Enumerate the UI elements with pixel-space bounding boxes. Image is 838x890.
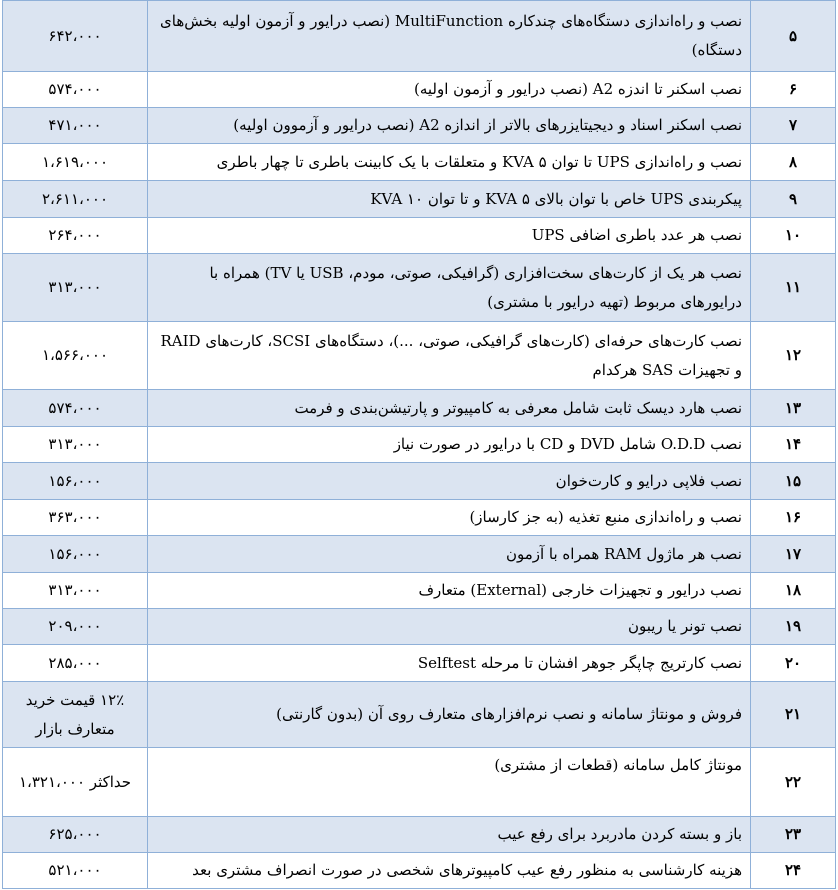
row-number: ۵	[751, 1, 836, 72]
row-number: ۱۲	[751, 322, 836, 390]
service-price-table	[2, 0, 836, 889]
row-number: ۲۰	[751, 645, 836, 682]
table-row	[3, 254, 836, 322]
table-row	[3, 108, 836, 144]
service-description: پیکربندی UPS خاص با توان بالای KVA ۵ و تا توان KVA ۱۰	[148, 181, 751, 218]
service-description: نصب فلاپی درایو و کارت‌خوان	[148, 463, 751, 500]
service-description: نصب و راه‌اندازی UPS تا توان KVA ۵ و متعلقات با یک کابینت باطری تا چهار باطری	[148, 144, 751, 181]
table-row	[3, 72, 836, 108]
service-price: ۶۴۲،۰۰۰	[3, 1, 148, 72]
table-row	[3, 573, 836, 609]
row-number: ۱۰	[751, 218, 836, 254]
row-number: ۸	[751, 144, 836, 181]
service-description: نصب هر یک از کارت‌های سخت‌افزاری (گرافیکی، صوتی، مودم، USB یا TV) همراه با درایورهای مربوط (تهیه درایور با مشتری)	[148, 254, 751, 322]
service-price: ۱۵۶،۰۰۰	[3, 463, 148, 500]
row-number: ۲۳	[751, 817, 836, 853]
service-price: ۲۸۵،۰۰۰	[3, 645, 148, 682]
row-number: ۹	[751, 181, 836, 218]
service-price: ۲،۶۱۱،۰۰۰	[3, 181, 148, 218]
row-number: ۶	[751, 72, 836, 108]
service-description: نصب هر ماژول RAM همراه با آزمون	[148, 536, 751, 573]
service-description: نصب هر عدد باطری اضافی UPS	[148, 218, 751, 254]
table-row	[3, 817, 836, 853]
service-price: ۶۲۵،۰۰۰	[3, 817, 148, 853]
service-description: هزینه کارشناسی به منظور رفع عیب کامپیوترهای شخصی در صورت انصراف مشتری بعد	[148, 853, 751, 889]
service-description: نصب درایور و تجهیزات خارجی (External) متعارف	[148, 573, 751, 609]
service-price: ۲۰۹،۰۰۰	[3, 609, 148, 645]
row-number: ۷	[751, 108, 836, 144]
service-price: ۳۱۳،۰۰۰	[3, 573, 148, 609]
table-row	[3, 181, 836, 218]
service-price: ۴۷۱،۰۰۰	[3, 108, 148, 144]
service-price: حداکثر ۱،۳۲۱،۰۰۰	[3, 748, 148, 817]
service-price: ۳۱۳،۰۰۰	[3, 427, 148, 463]
service-price: ۳۶۳،۰۰۰	[3, 500, 148, 536]
table-row	[3, 682, 836, 748]
row-number: ۱۵	[751, 463, 836, 500]
table-row	[3, 536, 836, 573]
table-row	[3, 463, 836, 500]
table-row	[3, 609, 836, 645]
table-row	[3, 144, 836, 181]
row-number: ۱۴	[751, 427, 836, 463]
table-row	[3, 427, 836, 463]
service-description: نصب و راه‌اندازی دستگاه‌های چندکاره MultiFunction (نصب درایور و آزمون اولیه بخش‌های دستگاه)	[148, 1, 751, 72]
service-description: باز و بسته کردن مادربرد برای رفع عیب	[148, 817, 751, 853]
row-number: ۱۶	[751, 500, 836, 536]
service-price: ۵۷۴،۰۰۰	[3, 390, 148, 427]
table-row	[3, 645, 836, 682]
row-number: ۲۲	[751, 748, 836, 817]
service-description: فروش و مونتاژ سامانه و نصب نرم‌افزارهای متعارف روی آن (بدون گارنتی)	[148, 682, 751, 748]
service-price: ۱،۵۶۶،۰۰۰	[3, 322, 148, 390]
row-number: ۲۴	[751, 853, 836, 889]
service-price: ۱۵۶،۰۰۰	[3, 536, 148, 573]
service-description: نصب اسکنر تا اندزه A2 (نصب درایور و آزمون اولیه)	[148, 72, 751, 108]
row-number: ۱۷	[751, 536, 836, 573]
service-price: ۵۷۴،۰۰۰	[3, 72, 148, 108]
service-price: ۱،۶۱۹،۰۰۰	[3, 144, 148, 181]
service-price: ۲۶۴،۰۰۰	[3, 218, 148, 254]
table-row	[3, 218, 836, 254]
table-row	[3, 500, 836, 536]
service-price: ۳۱۳،۰۰۰	[3, 254, 148, 322]
service-description: نصب کارتریج چاپگر جوهر افشان تا مرحله Selftest	[148, 645, 751, 682]
service-description: نصب تونر یا ریبون	[148, 609, 751, 645]
row-number: ۱۹	[751, 609, 836, 645]
row-number: ۱۸	[751, 573, 836, 609]
row-number: ۱۱	[751, 254, 836, 322]
service-price: ۵۲۱،۰۰۰	[3, 853, 148, 889]
service-description: نصب O.D.D شامل DVD و CD با درایور در صورت نیاز	[148, 427, 751, 463]
service-price: ۱۲٪ قیمت خرید متعارف بازار	[3, 682, 148, 748]
table-row	[3, 853, 836, 889]
table-row	[3, 390, 836, 427]
service-description: نصب هارد دیسک ثابت شامل معرفی به کامپیوتر و پارتیشن‌بندی و فرمت	[148, 390, 751, 427]
service-description: نصب و راه‌اندازی منبع تغذیه (به جز کارساز)	[148, 500, 751, 536]
table-row	[3, 322, 836, 390]
row-number: ۲۱	[751, 682, 836, 748]
table-row	[3, 748, 836, 817]
row-number: ۱۳	[751, 390, 836, 427]
service-description: نصب اسکنر اسناد و دیجیتایزرهای بالاتر از اندازه A2 (نصب درایور و آزموون اولیه)	[148, 108, 751, 144]
service-description: مونتاژ کامل سامانه (قطعات از مشتری)	[148, 748, 751, 817]
service-description: نصب کارت‌های حرفه‌ای (کارت‌های گرافیکی، صوتی، ...)، دستگاه‌های SCSI، کارت‌های RAID و تجهیزات SAS هرکدام	[148, 322, 751, 390]
table-row	[3, 1, 836, 72]
